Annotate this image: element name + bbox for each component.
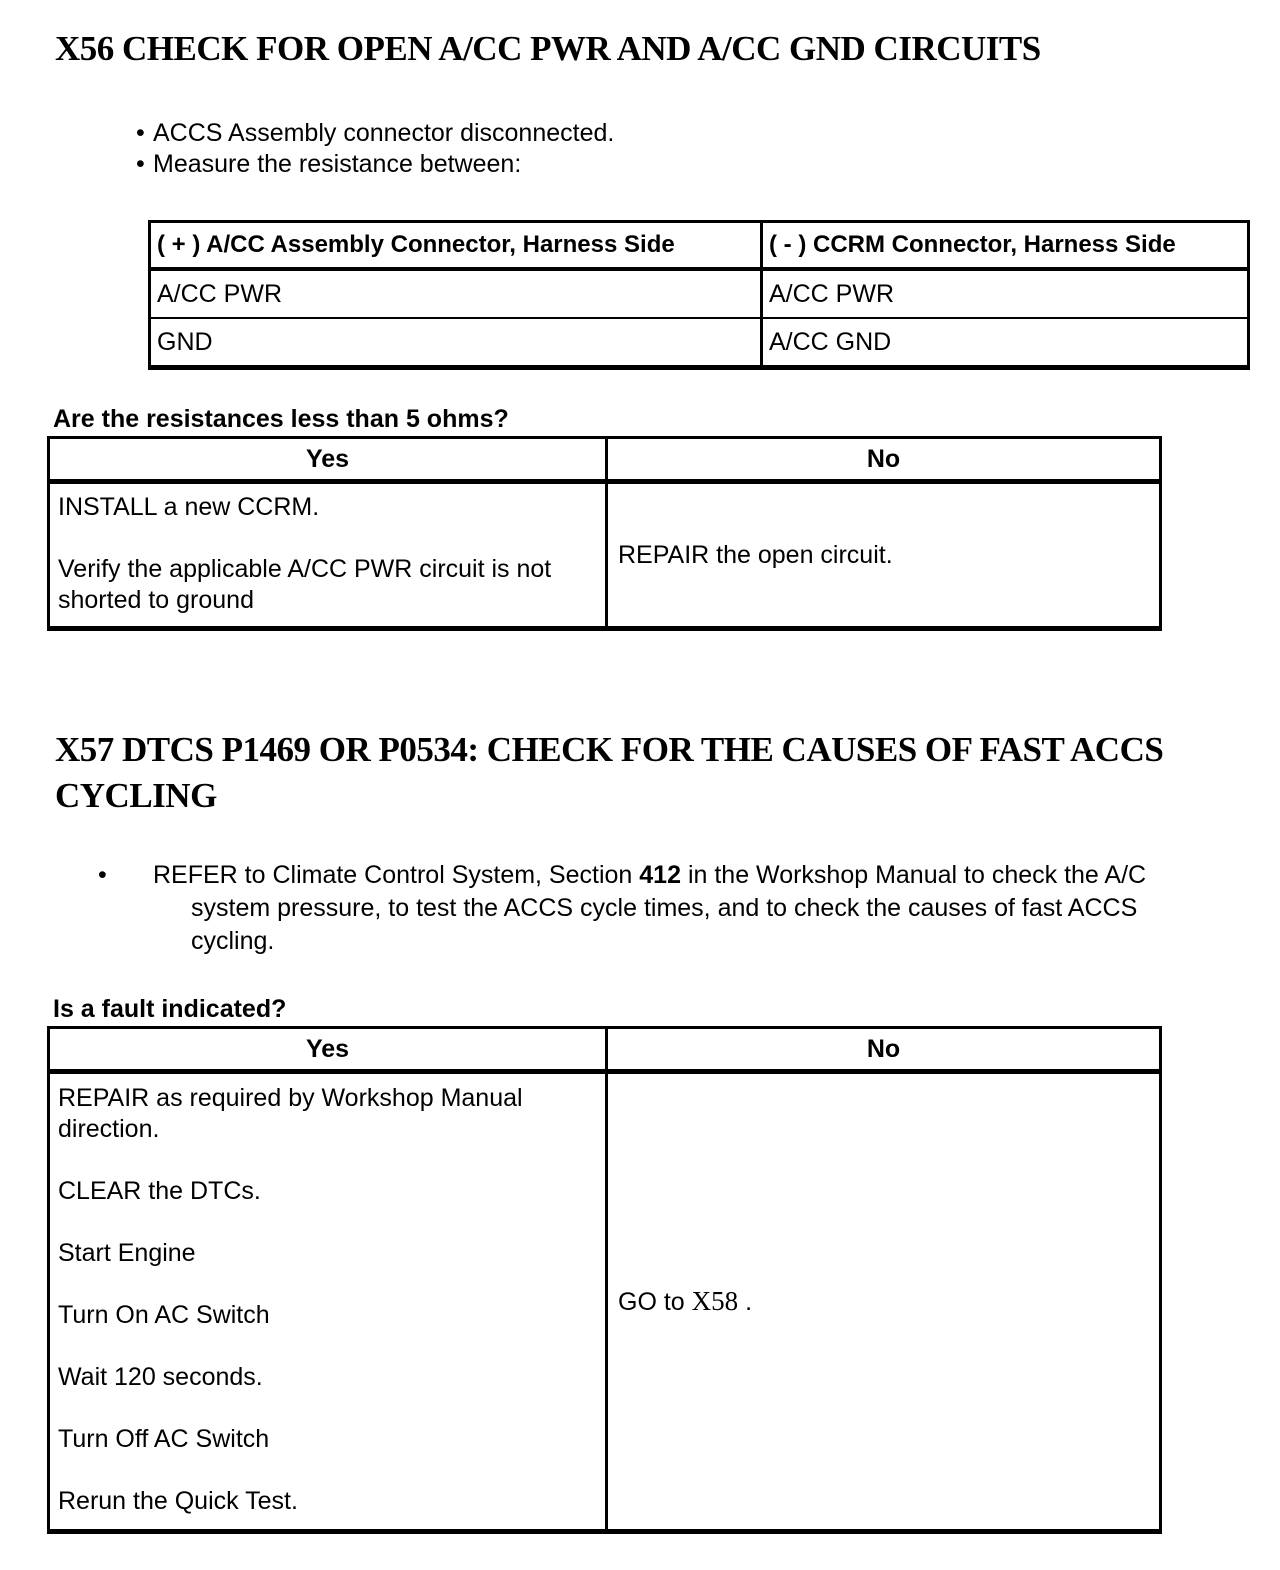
x57-decision-table bbox=[47, 1026, 1162, 1534]
bullet-text: REFER to Climate Control System, Section bbox=[153, 861, 640, 889]
step-text: Turn On AC Switch bbox=[58, 1301, 270, 1329]
x56-question: Are the resistances less than 5 ohms? bbox=[53, 405, 509, 433]
yes-cell bbox=[50, 1074, 608, 1529]
yes-header-cell: Yes bbox=[50, 439, 608, 479]
goto-prefix: GO to bbox=[618, 1287, 692, 1316]
bullet-item bbox=[136, 118, 1280, 149]
step-text: Start Engine bbox=[58, 1239, 196, 1267]
x57-question: Is a fault indicated? bbox=[53, 995, 287, 1023]
table-cell: GND bbox=[151, 319, 763, 365]
table-cell: A/CC GND bbox=[769, 327, 892, 356]
decision-body-row bbox=[50, 484, 1159, 626]
positive-lead-header-cell: ( + ) A/CC Assembly Connector, Harness Side bbox=[151, 223, 763, 267]
bullet-text: in the Workshop Manual to check the A/C system pressure, to test the ACCS cycle times, and to check the causes of fast ACCS cycling. bbox=[191, 861, 1147, 955]
step-text: REPAIR the open circuit. bbox=[618, 540, 893, 569]
no-header-cell: No bbox=[866, 444, 901, 473]
step-text: REPAIR as required by Workshop Manual direction. bbox=[58, 1084, 523, 1143]
decision-header-row bbox=[50, 439, 1159, 484]
bullet-text: ACCS Assembly connector disconnected. bbox=[153, 119, 615, 147]
step-text: Wait 120 seconds. bbox=[58, 1363, 263, 1391]
x56-decision-table bbox=[47, 436, 1162, 631]
step-text: Verify the applicable A/CC PWR circuit is not shorted to ground bbox=[58, 555, 552, 614]
bullet-item bbox=[136, 859, 1213, 958]
x56-bullet-list bbox=[136, 118, 1280, 180]
bullet-text: Measure the resistance between: bbox=[153, 150, 522, 178]
step-text: Turn Off AC Switch bbox=[58, 1425, 270, 1453]
goto-suffix: . bbox=[738, 1287, 753, 1316]
measurement-table bbox=[148, 220, 1250, 370]
decision-header-row bbox=[50, 1029, 1159, 1074]
decision-body-row bbox=[50, 1074, 1159, 1529]
no-cell bbox=[608, 484, 1159, 626]
x57-bullet-list bbox=[136, 859, 1213, 958]
step-text: INSTALL a new CCRM. bbox=[58, 493, 320, 521]
table-row bbox=[151, 271, 1247, 319]
goto-text bbox=[618, 1286, 752, 1318]
no-cell bbox=[608, 1074, 1159, 1529]
section-number: 412 bbox=[639, 861, 681, 889]
yes-cell bbox=[50, 484, 608, 626]
step-text: CLEAR the DTCs. bbox=[58, 1177, 261, 1205]
no-header-cell: No bbox=[866, 1034, 901, 1063]
table-header-row bbox=[151, 223, 1247, 271]
table-cell: A/CC PWR bbox=[769, 279, 894, 308]
yes-header-cell: Yes bbox=[50, 1029, 608, 1069]
bullet-item bbox=[136, 149, 1280, 180]
table-cell: A/CC PWR bbox=[151, 271, 763, 317]
section-x56-title: X56 CHECK FOR OPEN A/CC PWR AND A/CC GND CIRCUITS bbox=[55, 29, 1041, 68]
step-text: Rerun the Quick Test. bbox=[58, 1487, 298, 1515]
table-row bbox=[151, 319, 1247, 365]
negative-lead-header-cell: ( - ) CCRM Connector, Harness Side bbox=[769, 231, 1176, 258]
goto-x58-link[interactable]: X58 bbox=[691, 1285, 739, 1316]
section-x57-title: X57 DTCS P1469 OR P0534: CHECK FOR THE CAUSES OF FAST ACCS CYCLING bbox=[55, 730, 1164, 815]
